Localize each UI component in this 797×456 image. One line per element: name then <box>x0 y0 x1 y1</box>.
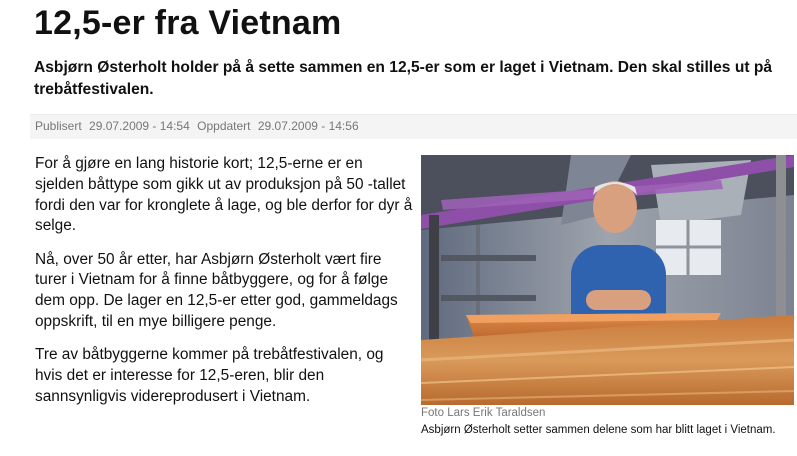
boat-workshop-illustration <box>421 155 794 405</box>
article-lead: Asbjørn Østerholt holder på å sette sammen en 12,5-er som er laget i Vietnam. Den skal stilles ut på trebåtfestivalen. <box>34 59 773 98</box>
body-paragraph: For å gjøre en lang historie kort; 12,5-erne er en sjelden båttype som gikk ut av produksjon på 50 -tallet fordi den var for kronglete å lage, og ble derfor for dyr å selge. <box>35 155 413 235</box>
published-label: Publisert <box>35 119 82 133</box>
article-headline: 12,5-er fra Vietnam <box>34 4 342 42</box>
photo-caption: Asbjørn Østerholt setter sammen delene som har blitt laget i Vietnam. <box>421 424 776 436</box>
article-meta <box>35 119 363 133</box>
published-timestamp: 29.07.2009 - 14:54 <box>89 119 190 133</box>
article-body <box>35 154 413 420</box>
article-photo <box>421 155 794 405</box>
updated-label: Oppdatert <box>197 119 251 133</box>
photo-credit: Foto Lars Erik Taraldsen <box>421 407 546 419</box>
body-paragraph: Nå, over 50 år etter, har Asbjørn Østerholt vært fire turer i Vietnam for å finne båtbyggere, og for å følge dem opp. De lager en 12,5-er etter god, gammeldags oppskrift, til en mye billigere penge. <box>35 250 398 331</box>
updated-timestamp: 29.07.2009 - 14:56 <box>257 119 359 133</box>
body-paragraph: Tre av båtbyggerne kommer på trebåtfestivalen, og hvis det er interesse for 12,5-eren, blir den sannsynligvis videreprodusert i Vietnam. <box>35 346 384 405</box>
